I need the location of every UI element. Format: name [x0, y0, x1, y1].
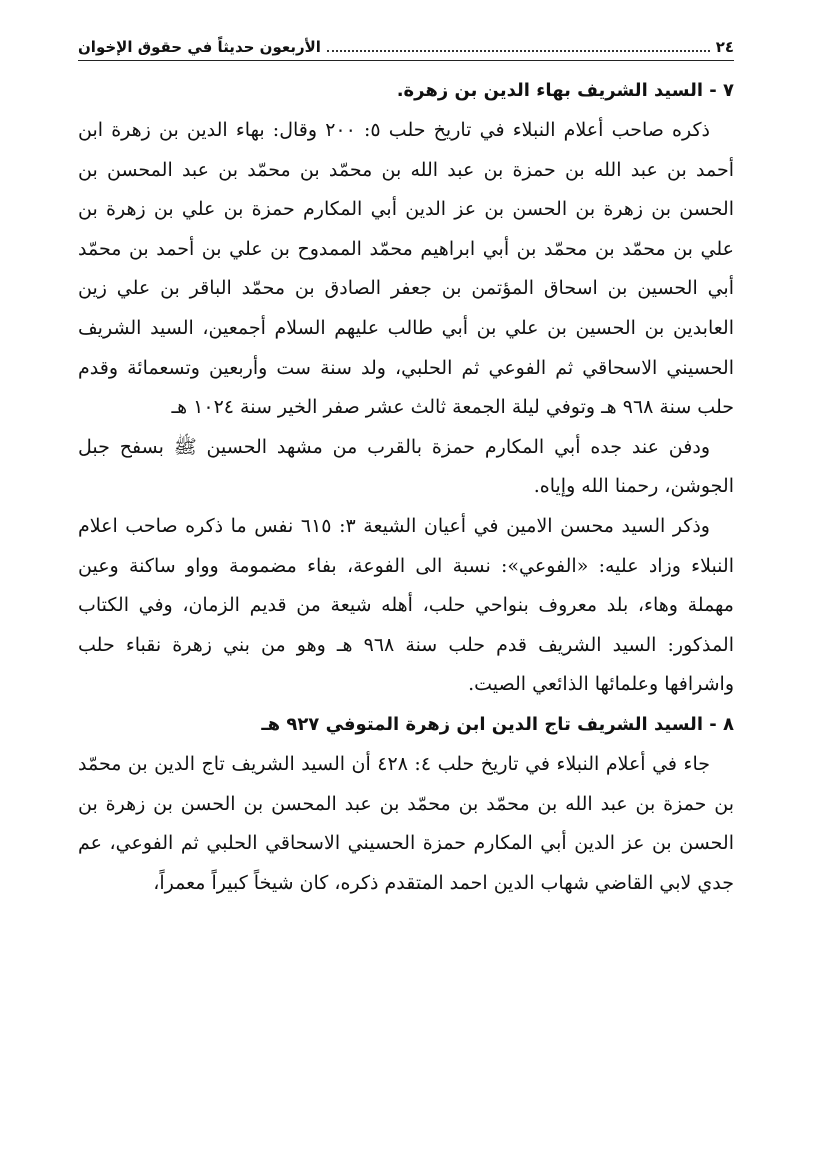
- paragraph-ayan-shia-7: وذكر السيد محسن الامين في أعيان الشيعة ٣: ٦١٥ نفس ما ذكره صاحب اعلام النبلاء وزاد عليه: «الفوعي»: نسبة الى الفوعة، بفاء مضمومة وواو ساكنة وعين مهملة وهاء، بلد معروف بنواحي حلب، أهله شيعة من قديم الزمان، وفي الكتاب المذكور: السيد الشريف قدم حلب سنة ٩٦٨ هـ وهو من بني زهرة نقباء حلب واشرافها وعلمائها الذائعي الصيت.: [78, 514, 734, 696]
- paragraph-burial-7: ودفن عند جده أبي المكارم حمزة بالقرب من مشهد الحسين ﷺ بسفح جبل الجوشن، رحمنا الله وإياه.: [78, 435, 734, 498]
- paragraph-biography-7: ذكره صاحب أعلام النبلاء في تاريخ حلب ٥: ٢٠٠ وقال: بهاء الدين بن زهرة ابن أحمد بن عبد الله بن حمزة بن عبد الله بن محمّد بن محمّد بن عبد المحسن بن الحسن بن زهرة بن الحسن بن عز الدين أبي المكارم حمزة بن علي بن زهرة بن علي بن محمّد بن محمّد بن أبي ابراهيم محمّد الممدوح بن علي بن أحمد بن محمّد أبي الحسين بن اسحاق المؤتمن بن جعفر الصادق بن محمّد الباقر بن علي زين العابدين بن الحسين بن علي بن أبي طالب عليهم السلام أجمعين، السيد الشريف الحسيني الاسحاقي ثم الفوعي ثم الحلبي، ولد سنة ست وأربعين وتسعمائة وقدم حلب سنة ٩٦٨ هـ وتوفي ليلة الجمعة ثالث عشر صفر الخير سنة ١٠٢٤ هـ: [78, 119, 734, 419]
- book-page: [78, 30, 734, 903]
- page-header: [78, 30, 734, 61]
- paragraph-biography-8: جاء في أعلام النبلاء في تاريخ حلب ٤: ٤٢٨ أن السيد الشريف تاج الدين بن محمّد بن حمزة بن عبد الله بن محمّد بن محمّد بن عبد المحسن بن الحسن بن زهرة بن الحسن بن عز الدين أبي المكارم حمزة الحسيني الاسحاقي الحلبي ثم الفوعي، عم جدي لابي القاضي شهاب الدين احمد المتقدم ذكره، كان شيخاً كبيراً معمراً،: [78, 752, 734, 894]
- page-number: ٢٤: [715, 38, 734, 56]
- header-dot-leader: [327, 49, 710, 52]
- section-heading-8: ٨ - السيد الشريف تاج الدين ابن زهرة المتوفي ٩٢٧ هـ: [261, 713, 734, 735]
- section-heading-7: ٧ - السيد الشريف بهاء الدين بن زهرة.: [396, 80, 734, 101]
- running-title: الأربعون حديثاً في حقوق الإخوان: [78, 38, 321, 56]
